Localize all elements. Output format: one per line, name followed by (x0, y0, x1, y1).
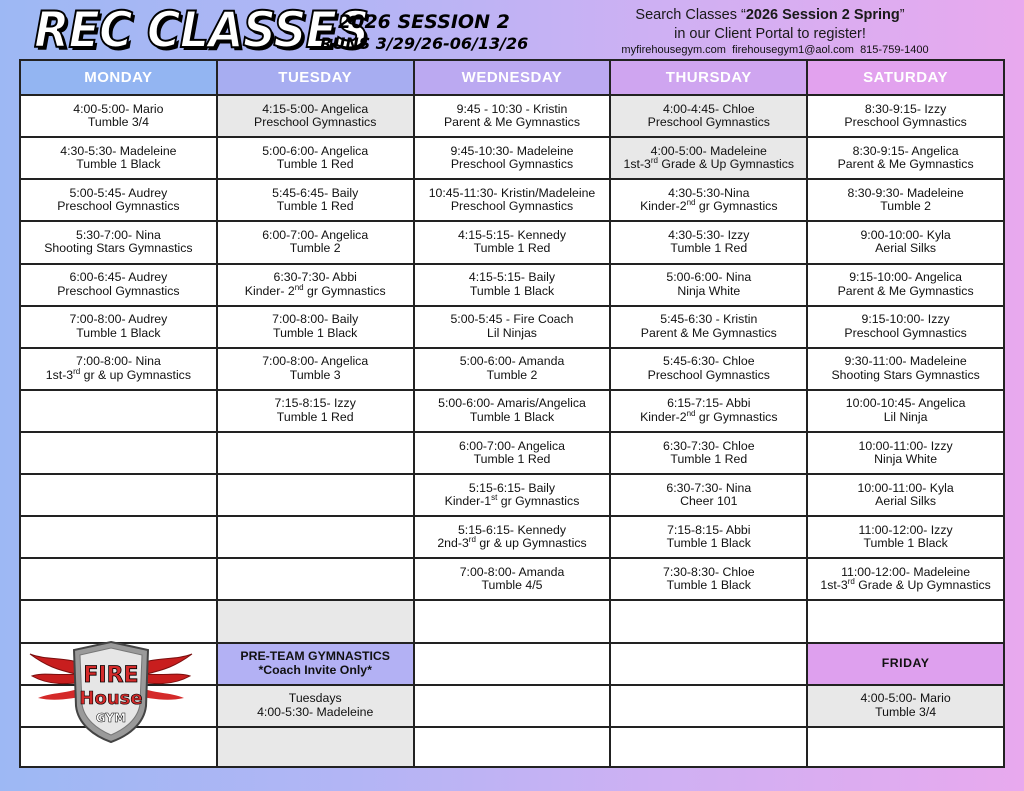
class-name: Kinder-1 (444, 494, 492, 509)
empty-cell (610, 643, 807, 685)
class-cell-saturday[interactable] (807, 137, 1004, 179)
class-cell-monday (20, 432, 217, 474)
class-time: 4:00-5:00- Madeleine (650, 143, 767, 158)
class-name-rest: gr Gymnastics (695, 409, 778, 424)
class-cell-tuesday (217, 516, 414, 558)
schedule-row (20, 516, 1004, 558)
class-name: Tumble 1 Black (76, 157, 161, 172)
day-header-friday: FRIDAY (807, 643, 1004, 685)
class-cell-tuesday (217, 474, 414, 516)
class-cell-saturday[interactable] (807, 558, 1004, 600)
class-cell-monday (20, 474, 217, 516)
schedule-row (20, 179, 1004, 221)
class-cell-thursday[interactable] (610, 558, 807, 600)
class-cell-tuesday[interactable] (217, 179, 414, 221)
class-time: 9:15-10:00- Angelica (849, 270, 962, 285)
class-name: Tumble 1 Red (276, 157, 354, 172)
class-time: 7:15-8:15- Abbi (667, 522, 751, 537)
ordinal-suffix: rd (468, 535, 476, 545)
class-cell-wednesday[interactable] (414, 390, 611, 432)
class-name: Lil Ninja (883, 409, 928, 424)
class-cell-thursday[interactable] (610, 264, 807, 306)
pre-team-time: 4:00-5:30- Madeleine (257, 704, 374, 719)
class-name: Tumble 4/5 (481, 578, 543, 593)
class-name: Lil Ninjas (487, 325, 537, 340)
class-cell-wednesday[interactable] (414, 558, 611, 600)
empty-cell (610, 727, 807, 767)
class-cell-thursday[interactable] (610, 95, 807, 137)
class-cell-tuesday[interactable] (217, 306, 414, 348)
day-header-tuesday: TUESDAY (217, 60, 414, 95)
class-name: Tumble 1 Black (863, 536, 948, 551)
schedule-row (20, 137, 1004, 179)
schedule-row (20, 474, 1004, 516)
class-time: 10:45-11:30- Kristin/Madeleine (428, 185, 596, 200)
class-name: Preschool Gymnastics (450, 199, 574, 214)
class-cell-thursday[interactable] (610, 137, 807, 179)
class-time: 10:00-10:45- Angelica (845, 396, 966, 411)
class-name: Parent & Me Gymnastics (640, 325, 777, 340)
class-time: 9:15-10:00- Izzy (861, 312, 950, 327)
class-name: Tumble 1 Red (276, 199, 354, 214)
class-name: Tumble 1 Black (666, 578, 751, 593)
class-name: Tumble 1 Red (473, 452, 551, 467)
class-name: Preschool Gymnastics (57, 199, 180, 214)
class-time: 4:15-5:00- Angelica (262, 101, 369, 116)
empty-cell (414, 643, 611, 685)
class-name: Tumble 2 (289, 241, 341, 256)
class-time: 9:45 - 10:30 - Kristin (456, 101, 568, 116)
class-cell-tuesday[interactable] (217, 221, 414, 263)
class-time: 6:30-7:30- Abbi (273, 270, 357, 285)
empty-cell (807, 600, 1004, 642)
page-title: REC CLASSES (34, 1, 369, 59)
class-name-rest: gr Gymnastics (695, 199, 778, 214)
class-name-rest: Grade & Up Gymnastics (658, 157, 795, 172)
class-time: 7:00-8:00- Baily (272, 312, 359, 327)
schedule-row (20, 95, 1004, 137)
class-cell-monday[interactable] (20, 264, 217, 306)
class-cell-wednesday[interactable] (414, 264, 611, 306)
class-time: 6:15-7:15- Abbi (667, 396, 751, 411)
class-name: Preschool Gymnastics (647, 367, 770, 382)
schedule-row (20, 558, 1004, 600)
class-time: 6:30-7:30- Chloe (662, 438, 755, 453)
class-cell-thursday[interactable] (610, 432, 807, 474)
schedule-row (20, 264, 1004, 306)
empty-cell (217, 727, 414, 767)
class-name: Tumble 1 Red (473, 241, 551, 256)
class-name: Aerial Silks (875, 494, 936, 509)
class-time: 5:00-6:00- Amanda (459, 354, 565, 369)
class-time: 7:30-8:30- Chloe (662, 564, 755, 579)
class-name: Tumble 1 Red (276, 409, 354, 424)
class-time: 5:15-6:15- Kennedy (457, 522, 566, 537)
pre-team-header (217, 643, 414, 685)
class-cell-tuesday[interactable] (217, 95, 414, 137)
class-time: 4:30-5:30-Nina (668, 185, 750, 200)
class-cell-wednesday[interactable] (414, 306, 611, 348)
class-cell-monday[interactable] (20, 179, 217, 221)
class-name: Tumble 1 Black (469, 283, 555, 298)
class-time: 8:30-9:30- Madeleine (847, 185, 964, 200)
class-cell-thursday[interactable] (610, 348, 807, 390)
firehouse-gym-logo (28, 636, 194, 744)
class-time: 5:30-7:00- Nina (76, 227, 161, 242)
class-name: Cheer 101 (680, 494, 738, 509)
class-name: Tumble 1 Black (666, 536, 751, 551)
class-name: Ninja White (677, 283, 741, 298)
class-time: 5:00-6:00- Angelica (262, 143, 369, 158)
class-cell-monday[interactable] (20, 221, 217, 263)
class-cell-saturday[interactable] (807, 516, 1004, 558)
class-time: 4:00-5:00- Mario (73, 101, 164, 116)
class-name: Tumble 1 Black (76, 325, 161, 340)
class-name: Tumble 1 Red (670, 241, 748, 256)
day-header-thursday: THURSDAY (610, 60, 807, 95)
class-name-rest: gr Gymnastics (497, 494, 580, 509)
contact-line (610, 44, 940, 57)
class-cell-saturday[interactable] (807, 432, 1004, 474)
class-time: 6:30-7:30- Nina (666, 480, 752, 495)
class-time: 7:15-8:15- Izzy (274, 396, 356, 411)
empty-cell (610, 600, 807, 642)
class-cell-thursday[interactable] (610, 221, 807, 263)
class-cell-monday[interactable] (20, 95, 217, 137)
schedule-row (20, 306, 1004, 348)
ordinal-suffix: st (491, 493, 498, 503)
class-time: 6:00-6:45- Audrey (69, 270, 168, 285)
day-header-monday: MONDAY (20, 60, 217, 95)
class-time: 5:45-6:30 - Kristin (660, 312, 758, 327)
class-time: 8:30-9:15- Angelica (852, 143, 959, 158)
class-cell-wednesday[interactable] (414, 516, 611, 558)
class-name: Kinder-2 (640, 199, 687, 214)
pre-team-schedule[interactable] (217, 685, 414, 727)
empty-cell (807, 727, 1004, 767)
class-name-rest: Grade & Up Gymnastics (854, 578, 991, 593)
class-cell-saturday[interactable] (807, 95, 1004, 137)
class-cell-thursday[interactable] (610, 474, 807, 516)
class-name: Preschool Gymnastics (450, 157, 574, 172)
class-name: Ninja White (874, 452, 938, 467)
class-cell-saturday[interactable] (807, 390, 1004, 432)
class-cell-monday[interactable] (20, 137, 217, 179)
day-header-row (20, 60, 1004, 95)
class-cell-monday (20, 558, 217, 600)
pre-team-note: *Coach Invite Only* (258, 662, 372, 677)
schedule-row (20, 390, 1004, 432)
class-name: Preschool Gymnastics (254, 115, 377, 130)
pre-team-title: PRE-TEAM GYMNASTICS (240, 649, 390, 664)
class-time: 4:15-5:15- Kennedy (457, 227, 566, 242)
class-cell-saturday[interactable] (807, 306, 1004, 348)
class-cell-saturday[interactable] (807, 474, 1004, 516)
class-time: 7:00-8:00- Amanda (459, 564, 565, 579)
class-time: 4:00-5:00- Mario (860, 691, 951, 706)
day-header-saturday: SATURDAY (807, 60, 1004, 95)
class-cell-saturday[interactable] (807, 348, 1004, 390)
class-name: 1st-3 (45, 367, 74, 382)
class-name: Tumble 2 (880, 199, 931, 214)
class-name: Tumble 3/4 (87, 115, 149, 130)
empty-cell (217, 600, 414, 642)
class-time: 5:15-6:15- Baily (468, 480, 556, 495)
class-cell-tuesday[interactable] (217, 390, 414, 432)
class-cell-thursday[interactable] (610, 516, 807, 558)
search-prefix: Search Classes “ (635, 7, 746, 23)
class-time: 4:00-4:45- Chloe (662, 101, 755, 116)
class-time: 4:30-5:30- Izzy (668, 227, 750, 242)
pre-team-day: Tuesdays (288, 691, 342, 706)
class-cell-tuesday[interactable] (217, 137, 414, 179)
email-link[interactable]: firehousegym1@aol.com (732, 44, 854, 56)
class-cell-wednesday[interactable] (414, 95, 611, 137)
class-cell-tuesday[interactable] (217, 264, 414, 306)
class-time: 9:00-10:00- Kyla (860, 227, 951, 242)
logo-text-house: House (79, 688, 143, 709)
class-cell-tuesday[interactable] (217, 348, 414, 390)
class-name: Parent & Me Gymnastics (837, 283, 974, 298)
class-cell-thursday[interactable] (610, 179, 807, 221)
class-time: 9:30-11:00- Madeleine (844, 354, 967, 369)
class-name: 2nd-3 (437, 536, 469, 551)
class-cell-monday[interactable] (20, 306, 217, 348)
class-cell-wednesday[interactable] (414, 474, 611, 516)
class-cell-tuesday (217, 558, 414, 600)
class-time: 11:00-12:00- Izzy (858, 522, 953, 537)
class-time: 4:15-5:15- Baily (468, 270, 556, 285)
session-label: 2026 SESSION 2 (338, 11, 510, 33)
class-cell-wednesday[interactable] (414, 179, 611, 221)
class-name: Kinder- 2 (244, 283, 295, 298)
class-name: 1st-3 (623, 157, 651, 172)
class-name: Preschool Gymnastics (57, 283, 180, 298)
empty-cell (414, 685, 611, 727)
class-cell-saturday[interactable] (807, 264, 1004, 306)
empty-cell (414, 600, 611, 642)
ordinal-suffix: nd (686, 408, 696, 418)
ordinal-suffix: nd (686, 198, 696, 208)
class-name: Tumble 3/4 (875, 704, 937, 719)
empty-cell (610, 685, 807, 727)
phone-number: 815-759-1400 (860, 44, 929, 56)
class-cell-wednesday[interactable] (414, 137, 611, 179)
class-name: Tumble 2 (486, 367, 538, 382)
class-time: 11:00-12:00- Madeleine (841, 564, 971, 579)
class-cell-saturday[interactable] (807, 179, 1004, 221)
class-name: 1st-3 (820, 578, 848, 593)
class-name-rest: gr Gymnastics (303, 283, 386, 298)
class-name: Shooting Stars Gymnastics (831, 367, 980, 382)
session-dates: RUNS 3/29/26-06/13/26 (320, 34, 529, 53)
class-name: Aerial Silks (875, 241, 936, 256)
ordinal-suffix: nd (294, 282, 304, 292)
class-name: Tumble 1 Black (273, 325, 358, 340)
class-time: 10:00-11:00- Kyla (857, 480, 954, 495)
class-time: 5:00-5:45 - Fire Coach (450, 312, 574, 327)
class-name: Preschool Gymnastics (844, 115, 967, 130)
day-header-wednesday: WEDNESDAY (414, 60, 611, 95)
class-cell-thursday[interactable] (610, 390, 807, 432)
class-time: 5:45-6:45- Baily (272, 185, 359, 200)
logo-text-fire: FIRE (83, 663, 139, 688)
class-time: 8:30-9:15- Izzy (864, 101, 947, 116)
class-name: Tumble 1 Red (670, 452, 748, 467)
class-name: Parent & Me Gymnastics (837, 157, 974, 172)
class-cell-monday[interactable] (20, 348, 217, 390)
class-time: 7:00-8:00- Angelica (262, 354, 369, 369)
ordinal-suffix: rd (847, 577, 855, 587)
class-name: Parent & Me Gymnastics (443, 115, 580, 130)
empty-cell (414, 727, 611, 767)
class-time: 10:00-11:00- Izzy (858, 438, 953, 453)
class-cell-saturday[interactable] (807, 221, 1004, 263)
class-time: 5:00-6:00- Nina (666, 270, 752, 285)
class-cell-wednesday[interactable] (414, 432, 611, 474)
class-name-rest: gr & up Gymnastics (475, 536, 587, 551)
class-cell-wednesday[interactable] (414, 348, 611, 390)
class-time: 6:00-7:00- Angelica (459, 438, 565, 453)
class-time: 4:30-5:30- Madeleine (60, 143, 177, 158)
class-cell-monday (20, 516, 217, 558)
class-name: Preschool Gymnastics (647, 115, 770, 130)
class-time: 9:45-10:30- Madeleine (450, 143, 574, 158)
class-cell-wednesday[interactable] (414, 221, 611, 263)
class-name: Preschool Gymnastics (844, 325, 967, 340)
class-time: 5:00-6:00- Amaris/Angelica (438, 396, 586, 411)
ordinal-suffix: rd (73, 366, 81, 376)
schedule-row (20, 432, 1004, 474)
class-name-rest: gr & up Gymnastics (80, 367, 191, 382)
class-name: Tumble 1 Black (469, 409, 555, 424)
search-term: 2026 Session 2 Spring (745, 7, 900, 23)
portal-text: in our Client Portal to register! (674, 26, 866, 42)
search-instructions (615, 6, 925, 44)
class-name: Tumble 3 (289, 367, 341, 382)
ordinal-suffix: rd (650, 156, 659, 166)
schedule-row (20, 348, 1004, 390)
class-name: Shooting Stars Gymnastics (44, 241, 193, 256)
class-name: Kinder-2 (640, 409, 687, 424)
class-cell-tuesday (217, 432, 414, 474)
class-cell-monday (20, 390, 217, 432)
class-time: 7:00-8:00- Audrey (69, 312, 168, 327)
class-time: 5:00-5:45- Audrey (69, 185, 168, 200)
class-time: 7:00-8:00- Nina (76, 354, 161, 369)
schedule-row (20, 221, 1004, 263)
class-cell-friday[interactable] (807, 685, 1004, 727)
class-time: 6:00-7:00- Angelica (262, 227, 369, 242)
search-suffix: ” (899, 7, 905, 23)
logo-text-gym: GYM (95, 711, 127, 725)
class-time: 5:45-6:30- Chloe (662, 354, 755, 369)
website-link[interactable]: myfirehousegym.com (621, 44, 726, 56)
class-cell-thursday[interactable] (610, 306, 807, 348)
